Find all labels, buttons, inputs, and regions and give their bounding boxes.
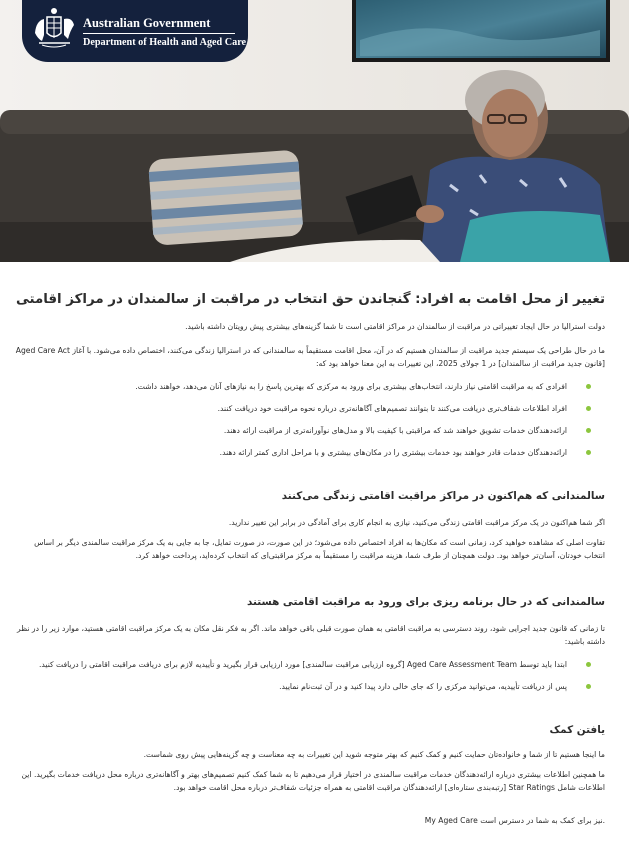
government-logo-banner <box>22 0 248 62</box>
section3-paragraph-3: My Aged Care نیز برای کمک به شما در دسترس است. <box>424 816 605 825</box>
list-item: ارائه‌دهندگان خدمات قادر خواهند بود خدمات بیشتری را در مکان‌های بیشتری و با مراحل اداری کمتر ارائه دهند. <box>21 446 581 459</box>
document-body <box>0 262 629 862</box>
bullet-icon <box>586 406 591 411</box>
bullet-icon <box>586 384 591 389</box>
list-item: ابتدا باید توسط Aged Care Assessment Team [گروه ارزیابی مراقبت سالمندی] مورد ارزیابی قرار بگیرید و تأییدیه لازم برای دریافت مراقبت اقامتی را دریافت کنید. <box>21 658 581 671</box>
intro-paragraph-2: ما در حال طراحی یک سیستم جدید مراقبت از سالمندان هستیم که در آن، محل اقامت مستقیماً به سالمندانی که در استرالیا زندگی می‌کنند، اختصاص داده می‌شود. با آغاز Aged Care Act [قانون جدید مراقبت از سالمندان] در 1 جولای 2025، این تغییرات به این معنا خواهد بود که: <box>15 346 605 368</box>
section1-paragraph-2: تفاوت اصلی که مشاهده خواهید کرد، زمانی است که مکان‌ها به افراد اختصاص داده می‌شود؛ در این صورت، در صورت تمایل، جا به جایی به یک مرکز مراقبت سالمندی دیگر بر اساس انتخاب خودتان، آسان‌تر خواهد بود. دولت همچنان از طرف شما، هزینه مراقبت را مستقیماً به مرکز مراقبتی‌ای که انتخاب کرده‌اید، پرداخت خواهد کرد. <box>34 538 605 560</box>
list-item: افراد اطلاعات شفاف‌تری دریافت می‌کنند تا بتوانند تصمیم‌های آگاهانه‌تری درباره نحوه مراقبت خود دریافت کنند. <box>21 402 581 415</box>
government-name: Australian Government <box>83 16 211 30</box>
coat-of-arms-icon <box>30 5 78 51</box>
section1-paragraph: اگر شما هم‌اکنون در یک مرکز مراقبت اقامتی زندگی می‌کنید، نیازی به انجام کاری برای آمادگی در برابر این تغییر ندارید. <box>228 518 605 527</box>
bullet-icon <box>586 684 591 689</box>
list-item: ارائه‌دهندگان خدمات تشویق خواهند شد که مراقبتی با کیفیت بالا و مدل‌های نوآورانه‌تری از مراقبت ارائه دهند. <box>21 424 581 437</box>
list-item: افرادی که به مراقبت اقامتی نیاز دارند، انتخاب‌های بیشتری برای ورود به مرکزی که بهترین پاسخ را به نیازهای آنان می‌دهد، خواهند داشت. <box>21 380 581 393</box>
section-heading-current-residents: سالمندانی که هم‌اکنون در مراکز مراقبت اقامتی زندگی می‌کنند <box>281 490 605 502</box>
bullet-icon <box>586 662 591 667</box>
bullet-icon <box>586 428 591 433</box>
section3-paragraph: ما اینجا هستیم تا از شما و خانواده‌تان حمایت کنیم و کمک کنیم که بهتر متوجه شوید این تغییرات به چه معناست و چه گزینه‌هایی پیش روی شماست. <box>143 750 605 759</box>
logo-divider <box>83 33 235 34</box>
bullet-icon <box>586 450 591 455</box>
section3-paragraph-2: ما همچنین اطلاعات بیشتری درباره ارائه‌دهندگان خدمات مراقبت سالمندی در اختیار قرار می‌دهیم تا به شما کمک کنیم تصمیم‌های بهتر و آگاهانه‌تری درباره محل دریافت خدمات بگیرید. این اطلاعات شامل Star Ratings [رتبه‌بندی ستاره‌ای] ارائه‌دهندگان مراقبت اقامتی به همراه جزئیات شفاف‌تر درباره محل اقامت خواهد بود. <box>21 770 605 792</box>
section2-paragraph: تا زمانی که قانون جدید اجرایی شود، روند دسترسی به مراقبت اقامتی به همان صورت قبلی باقی خواهد ماند. اگر به فکر نقل مکان به یک مرکز مراقبت اقامتی هستید، موارد زیر را در نظر داشته باشید: <box>16 624 605 646</box>
intro-paragraph: دولت استرالیا در حال ایجاد تغییراتی در مراقبت از سالمندان در مراکز اقامتی است تا شما گزینه‌های بیشتری پیش رویتان داشته باشید. <box>185 322 605 331</box>
section-heading-finding-help: یافتن کمک <box>549 724 605 736</box>
list-item: پس از دریافت تأییدیه، می‌توانید مرکزی را که جای خالی دارد پیدا کنید و در آن ثبت‌نام نمایید. <box>21 680 581 693</box>
hero-photo <box>0 0 629 262</box>
page-title: تغییر از محل اقامت به افراد: گنجاندن حق انتخاب در مراقبت از سالمندان در مراکز اقامتی <box>15 292 605 307</box>
department-name: Department of Health and Aged Care <box>83 37 247 48</box>
changes-list <box>21 380 581 468</box>
section-heading-planning-entry: سالمندانی که در حال برنامه ریزی برای ورود به مراقبت اقامتی هستند <box>247 596 605 608</box>
entry-steps-list <box>21 658 581 702</box>
